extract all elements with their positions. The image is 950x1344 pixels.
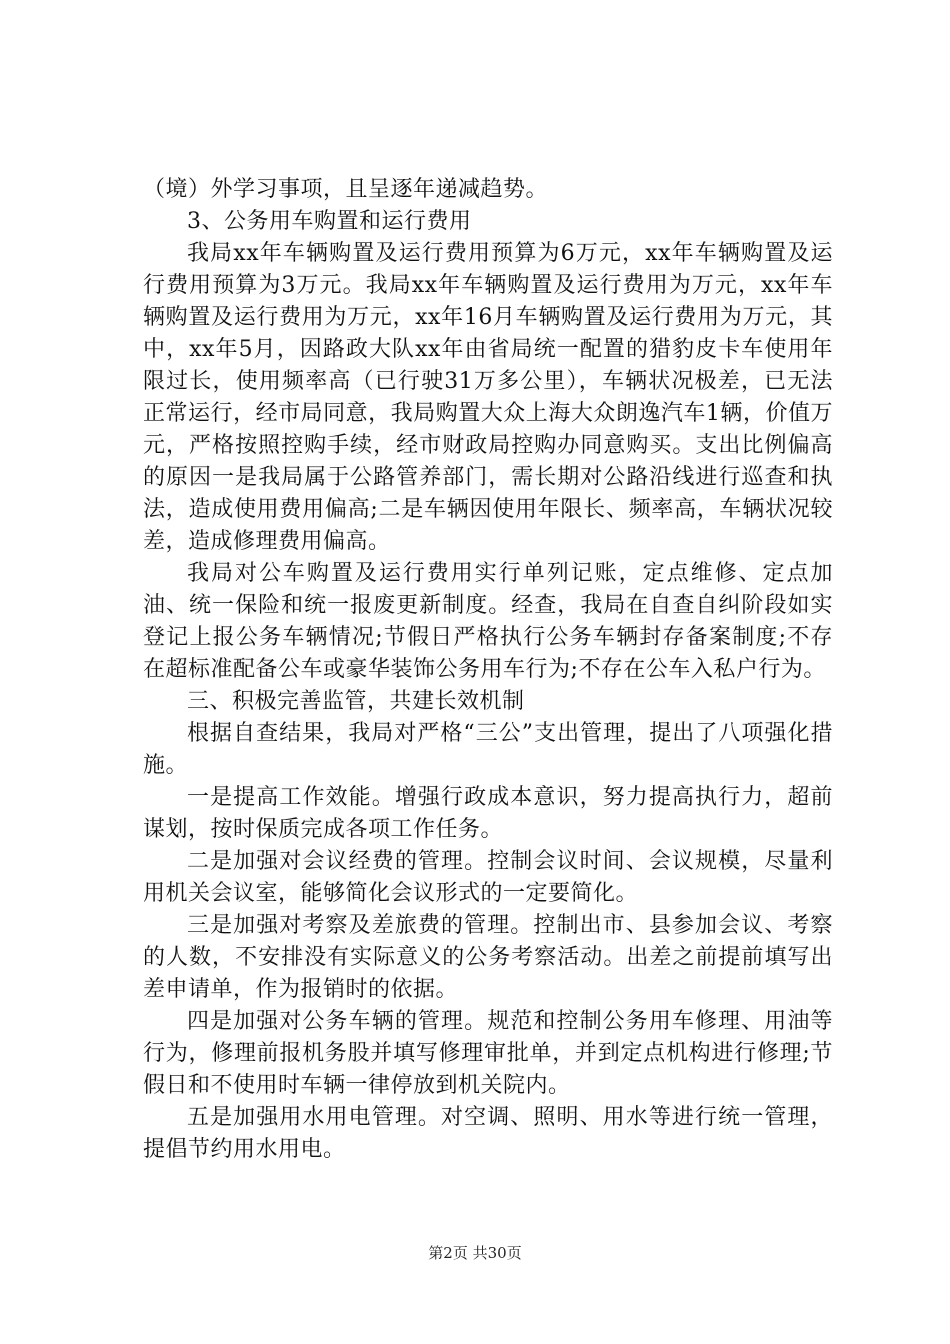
section-heading-supervision: 三、积极完善监管，共建长效机制 — [187, 689, 525, 714]
section-heading-vehicle-costs: 3、公务用车购置和运行费用 — [187, 209, 472, 234]
paragraph-measure-3: 三是加强对考察及差旅费的管理。控制出市、县参加会议、考察的人数，不安排没有实际意义的公务考察活动。出差之前提前填写出差申请单，作为报销时的依据。 — [143, 913, 833, 1002]
page-number-footer: 第2页 共30页 — [428, 1244, 522, 1262]
paragraph-measures-intro: 根据自查结果，我局对严格“三公”支出管理，提出了八项强化措施。 — [143, 721, 833, 778]
paragraph-measure-5: 五是加强用水用电管理。对空调、照明、用水等进行统一管理，提倡节约用水用电。 — [143, 1105, 833, 1162]
paragraph-vehicle-management: 我局对公车购置及运行费用实行单列记账，定点维修、定点加油、统一保险和统一报废更新制度。经查，我局在自查自纠阶段如实登记上报公务车辆情况;节假日严格执行公务车辆封存备案制度;不存在超标准配备公车或豪华装饰公务用车行为;不存在公车入私户行为。 — [143, 561, 833, 682]
paragraph-measure-1: 一是提高工作效能。增强行政成本意识，努力提高执行力，超前谋划，按时保质完成各项工作任务。 — [143, 785, 833, 842]
paragraph-vehicle-budget: 我局xx年车辆购置及运行费用预算为6万元，xx年车辆购置及运行费用预算为3万元。我局xx年车辆购置及运行费用为万元，xx年车辆购置及运行费用为万元，xx年16月车辆购置及运行费用为万元，其中，xx年5月，因路政大队xx年由省局统一配置的猎豹皮卡车使用年限过长，使用频率高（已行驶31万多公里），车辆状况极差，已无法正常运行，经市局同意，我局购置大众上海大众朗逸汽车1辆，价值万元，严格按照控购手续，经市财政局控购办同意购买。支出比例偏高的原因一是我局属于公路管养部门，需长期对公路沿线进行巡查和执法，造成使用费用偏高;二是车辆因使用年限长、频率高，车辆状况较差，造成修理费用偏高。 — [143, 241, 833, 554]
paragraph-measure-4: 四是加强对公务车辆的管理。规范和控制公务用车修理、用油等行为，修理前报机务股并填写修理审批单，并到定点机构进行修理;节假日和不使用时车辆一律停放到机关院内。 — [143, 1009, 833, 1098]
paragraph-continuation: （境）外学习事项，且呈逐年递减趋势。 — [143, 177, 549, 202]
paragraph-measure-2: 二是加强对会议经费的管理。控制会议时间、会议规模，尽量利用机关会议室，能够简化会议形式的一定要简化。 — [143, 849, 833, 906]
document-body — [143, 174, 833, 1166]
